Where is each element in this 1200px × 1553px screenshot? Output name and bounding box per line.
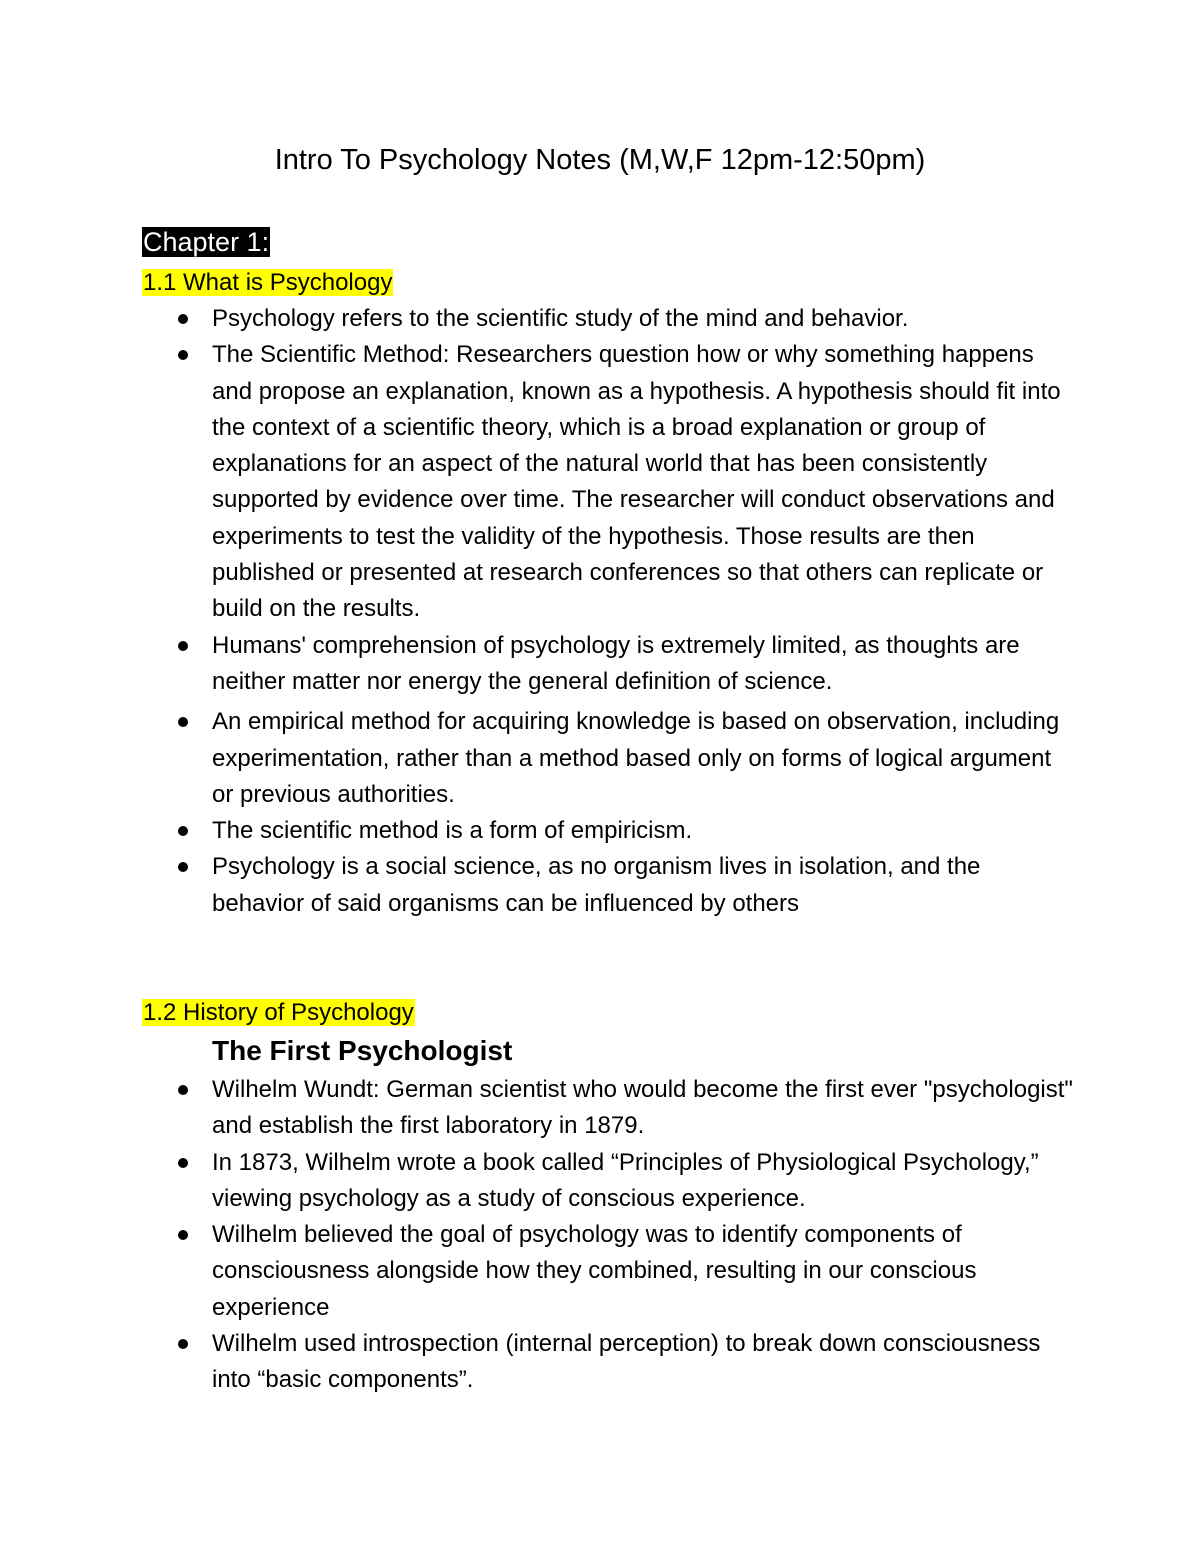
bullet-text: Wilhelm Wundt: German scientist who would become the first ever "psychologist" and establish the first laboratory in 1879. xyxy=(212,1076,1073,1140)
bullet-icon xyxy=(178,314,188,324)
bullet-icon xyxy=(178,1158,188,1168)
bullet-text: Wilhelm believed the goal of psychology was to identify components of consciousness alongside how they combined, resulting in our conscious experience xyxy=(212,1221,977,1321)
list-item xyxy=(0,813,1074,849)
list-item xyxy=(0,1326,1074,1399)
bullet-icon xyxy=(178,1339,188,1349)
bullet-icon xyxy=(178,862,188,872)
section-heading-1-1 xyxy=(142,266,393,300)
list-item xyxy=(0,1145,1074,1218)
list-item xyxy=(0,1217,1074,1326)
document-title: Intro To Psychology Notes (M,W,F 12pm-12:50pm) xyxy=(274,144,926,176)
bullet-text: Humans' comprehension of psychology is extremely limited, as thoughts are neither matter nor energy the general definition of science. xyxy=(212,631,1020,695)
bullet-icon xyxy=(178,641,188,651)
list-item xyxy=(0,301,1074,337)
bullet-icon xyxy=(178,717,188,727)
list-item xyxy=(0,337,1074,627)
chapter-heading-label: Chapter 1: xyxy=(143,227,270,257)
section-heading-label: 1.1 What is Psychology xyxy=(143,269,393,296)
bullet-text: In 1873, Wilhelm wrote a book called “Principles of Physiological Psychology,” viewing psychology as a study of conscious experience. xyxy=(212,1148,1039,1212)
section-1-1-bullet-list xyxy=(0,301,1200,922)
list-item xyxy=(0,1072,1074,1145)
section-heading-label: 1.2 History of Psychology xyxy=(143,999,414,1026)
bullet-text: Wilhelm used introspection (internal perception) to break down consciousness into “basic components”. xyxy=(212,1330,1041,1394)
list-item xyxy=(0,628,1074,701)
section-1-2-bullet-list xyxy=(0,1072,1200,1399)
bullet-icon xyxy=(178,1085,188,1095)
bullet-text: The Scientific Method: Researchers question how or why something happens and propose an explanation, known as a hypothesis. A hypothesis should fit into the context of a scientific theory, which is a broad explanation or group of explanations for an aspect of the natural world that has been consistently supported by evidence over time. The researcher will conduct observations and experiments to test the validity of the hypothesis. Those results are then published or presented at research conferences so that others can replicate or build on the results. xyxy=(212,341,1061,623)
bullet-text: The scientific method is a form of empiricism. xyxy=(212,817,693,845)
section-heading-1-2 xyxy=(142,996,415,1030)
bullet-text: Psychology is a social science, as no organism lives in isolation, and the behavior of said organisms can be influenced by others xyxy=(212,853,981,917)
bullet-icon xyxy=(178,1230,188,1240)
list-item xyxy=(0,849,1074,922)
chapter-heading xyxy=(142,224,270,261)
subheading-first-psychologist: The First Psychologist xyxy=(212,1035,513,1066)
list-item xyxy=(0,704,1074,813)
bullet-text: An empirical method for acquiring knowledge is based on observation, including experimentation, rather than a method based only on forms of logical argument or previous authorities. xyxy=(212,708,1060,808)
bullet-text: Psychology refers to the scientific study of the mind and behavior. xyxy=(212,305,909,332)
bullet-icon xyxy=(178,826,188,836)
bullet-icon xyxy=(178,350,188,360)
